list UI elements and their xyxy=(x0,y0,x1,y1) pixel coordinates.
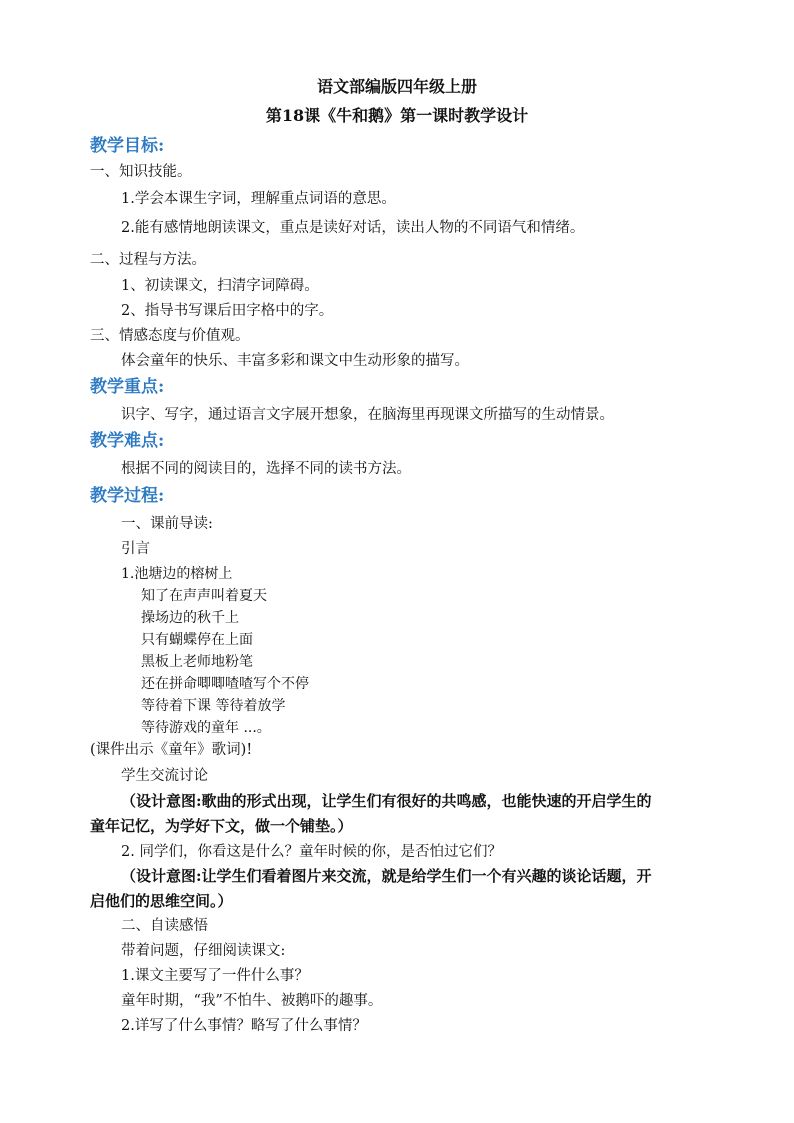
poem-line: 1.池塘边的榕树上 xyxy=(121,566,233,582)
goal-section-1: 一、知识技能。 xyxy=(90,164,192,180)
design-intent-2-line-1: （设计意图:让学生们看着图片来交流，就是给学生们一个有兴趣的谈论话题，开 xyxy=(121,867,652,885)
process-step-1: 一、课前导读: xyxy=(121,516,213,532)
design-intent-2-line-2: 启他们的思维空间。） xyxy=(90,892,233,910)
process-intro-label: 引言 xyxy=(121,541,150,557)
design-intent-1-line-2: 童年记忆，为学好下文，做一个铺垫。） xyxy=(90,817,353,835)
process-question-2: 2. 同学们，你看这是什么？童年时候的你，是否怕过它们？ xyxy=(121,844,502,860)
goal-section-2: 二、过程与方法。 xyxy=(90,252,206,268)
doc-title-lesson: 第18课《牛和鹅》第一课时教学设计 xyxy=(265,106,529,125)
reading-question-2: 2.详写了什么事情？略写了什么事情？ xyxy=(121,1018,367,1034)
reading-question-1: 1.课文主要写了一件什么事？ xyxy=(121,968,309,984)
key-points-text: 识字、写字，通过语言文字展开想象，在脑海里再现课文所描写的生动情景。 xyxy=(121,407,614,423)
poem-line: 操场边的秋千上 xyxy=(141,610,239,626)
poem-line: 等待游戏的童年 ...。 xyxy=(141,720,271,736)
difficulties-text: 根据不同的阅读目的，选择不同的读书方法。 xyxy=(121,461,411,477)
goal-2-item-2: 2、指导书写课后田字格中的字。 xyxy=(121,303,334,319)
goal-section-3: 三、情感态度与价值观。 xyxy=(90,328,250,344)
goal-2-item-1: 1、初读课文，扫清字词障碍。 xyxy=(121,278,319,294)
reading-answer-1: 童年时期，“我”不怕牛、被鹅吓的趣事。 xyxy=(121,993,383,1009)
process-step-2: 二、自读感悟 xyxy=(121,918,208,934)
heading-key-points: 教学重点: xyxy=(90,377,165,397)
goal-3-item-1: 体会童年的快乐、丰富多彩和课文中生动形象的描写。 xyxy=(121,353,469,369)
student-discussion: 学生交流讨论 xyxy=(121,768,208,784)
heading-difficulties: 教学难点: xyxy=(90,431,165,451)
poem-line: 等待着下课 等待着放学 xyxy=(141,698,286,714)
courseware-note: (课件出示《童年》歌词)! xyxy=(90,742,253,758)
poem-line: 只有蝴蝶停在上面 xyxy=(141,632,253,648)
poem-line: 还在拼命唧唧喳喳写个不停 xyxy=(141,676,309,692)
poem-line: 知了在声声叫着夏天 xyxy=(141,588,267,604)
reading-task: 带着问题，仔细阅读课文: xyxy=(121,943,286,959)
goal-1-item-1: 1.学会本课生字词，理解重点词语的意思。 xyxy=(121,191,396,207)
heading-teaching-goals: 教学目标: xyxy=(90,136,165,156)
poem-line: 黑板上老师地粉笔 xyxy=(141,654,253,670)
goal-1-item-2: 2.能有感情地朗读课文，重点是读好对话，读出人物的不同语气和情绪。 xyxy=(121,220,585,236)
heading-teaching-process: 教学过程: xyxy=(90,486,165,506)
design-intent-1-line-1: （设计意图:歌曲的形式出现，让学生们有很好的共鸣感，也能快速的开启学生的 xyxy=(121,792,652,810)
doc-title-grade: 语文部编版四年级上册 xyxy=(316,77,477,96)
